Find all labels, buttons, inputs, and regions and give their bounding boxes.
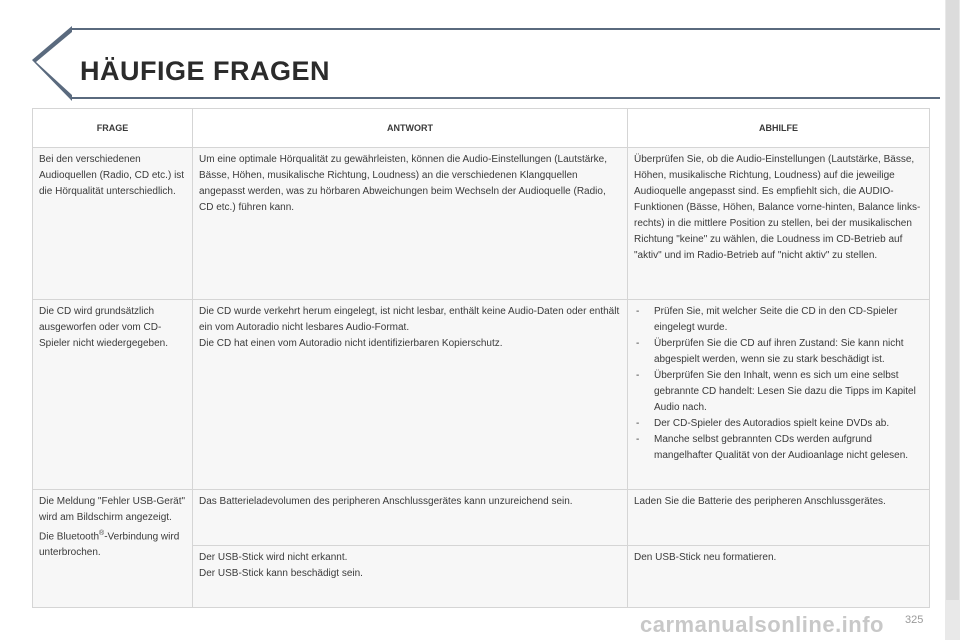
page-title: HÄUFIGE FRAGEN [80, 56, 330, 86]
antwort-text: Die CD wurde verkehrt herum eingelegt, ist nicht lesbar, enthält keine Audio-Daten oder enthält ein vom Autoradio nicht lesbares Audio-Format. [199, 306, 620, 333]
antwort-cell [193, 490, 628, 546]
antwort-cell [193, 148, 628, 300]
frage-text: Die CD wird grundsätzlich ausgeworfen oder vom CD-Spieler nicht wiedergegeben. [39, 306, 168, 349]
antwort-text: Um eine optimale Hörqualität zu gewährleisten, können die Audio-Einstellungen (Lautstärke, Bässe, Höhen, musikalische Richtung, Loudness) an die verschiedenen Klangquellen angepasst werden, was zu hörbaren Abweichungen beim Wechseln der Audioquelle (Radio, CD etc.) führen kann. [199, 154, 608, 213]
table-row [33, 148, 930, 300]
abhilfe-cell [628, 490, 930, 546]
abhilfe-text: Überprüfen Sie, ob die Audio-Einstellungen (Lautstärke, Bässe, Höhen, musikalische Richtung, Loudness) auf die jeweilige Audioquelle angepasst sind. Es empfiehlt sich, die AUDIO-Funktionen (Bässe, Höhen, Balance vorne-hinten, Balance links-rechts) in die mittlere Position zu stellen, bei der musikalischen Richtung "keine" zu wählen, die Loudness im CD-Betrieb auf "aktiv" und im Radio-Betrieb auf "nicht aktiv" zu stellen. [634, 154, 921, 261]
frage-cell [33, 490, 193, 608]
frage-text-part: -Verbindung wird unterbrochen. [39, 531, 180, 559]
faq-table [32, 108, 930, 608]
antwort-text: Der USB-Stick kann beschädigt sein. [199, 568, 363, 579]
frage-cell [33, 148, 193, 300]
table-row [33, 300, 930, 490]
abhilfe-list [634, 304, 923, 464]
abhilfe-text: Laden Sie die Batterie des peripheren Anschlussgerätes. [634, 496, 886, 507]
list-item: - Der CD-Spieler des Autoradios spielt keine DVDs ab. [634, 416, 923, 432]
frage-cell [33, 300, 193, 490]
column-header-frage: FRAGE [33, 109, 193, 148]
abhilfe-cell [628, 300, 930, 490]
table-row [33, 490, 930, 546]
watermark: carmanualsonline.info [640, 612, 884, 637]
page-number: 325 [905, 614, 924, 626]
column-header-antwort: ANTWORT [193, 109, 628, 148]
list-item: - Überprüfen Sie den Inhalt, wenn es sich um eine selbst gebrannte CD handelt: Lesen Sie dazu die Tipps im Kapitel Audio nach. [634, 368, 923, 416]
column-header-abhilfe: ABHILFE [628, 109, 930, 148]
antwort-text: Das Batterieladevolumen des peripheren Anschlussgerätes kann unzureichend sein. [199, 496, 573, 507]
antwort-text: Der USB-Stick wird nicht erkannt. [199, 552, 348, 563]
antwort-cell [193, 546, 628, 608]
list-item: - Überprüfen Sie die CD auf ihren Zustand: Sie kann nicht abgespielt werden, wenn sie zu stark beschädigt ist. [634, 336, 923, 368]
list-item: - Prüfen Sie, mit welcher Seite die CD in den CD-Spieler eingelegt wurde. [634, 304, 923, 336]
abhilfe-cell [628, 148, 930, 300]
frage-text [39, 526, 186, 561]
list-item: - Manche selbst gebrannten CDs werden aufgrund mangelhafter Qualität von der Audioanlage nicht gelesen. [634, 432, 923, 464]
header-decoration [0, 0, 960, 110]
frage-text: Bei den verschiedenen Audioquellen (Radio, CD etc.) ist die Hörqualität unterschiedlich. [39, 154, 185, 197]
frage-text: Die Meldung "Fehler USB-Gerät" wird am Bildschirm angezeigt. [39, 496, 186, 523]
frage-text-part: Die Bluetooth [39, 531, 100, 543]
registered-mark: ® [99, 530, 105, 537]
side-strip-inner [946, 0, 959, 600]
antwort-cell [193, 300, 628, 490]
table-header-row [33, 109, 930, 148]
abhilfe-text: Den USB-Stick neu formatieren. [634, 552, 777, 563]
antwort-text: Die CD hat einen vom Autoradio nicht identifizierbaren Kopierschutz. [199, 338, 503, 349]
abhilfe-cell [628, 546, 930, 608]
